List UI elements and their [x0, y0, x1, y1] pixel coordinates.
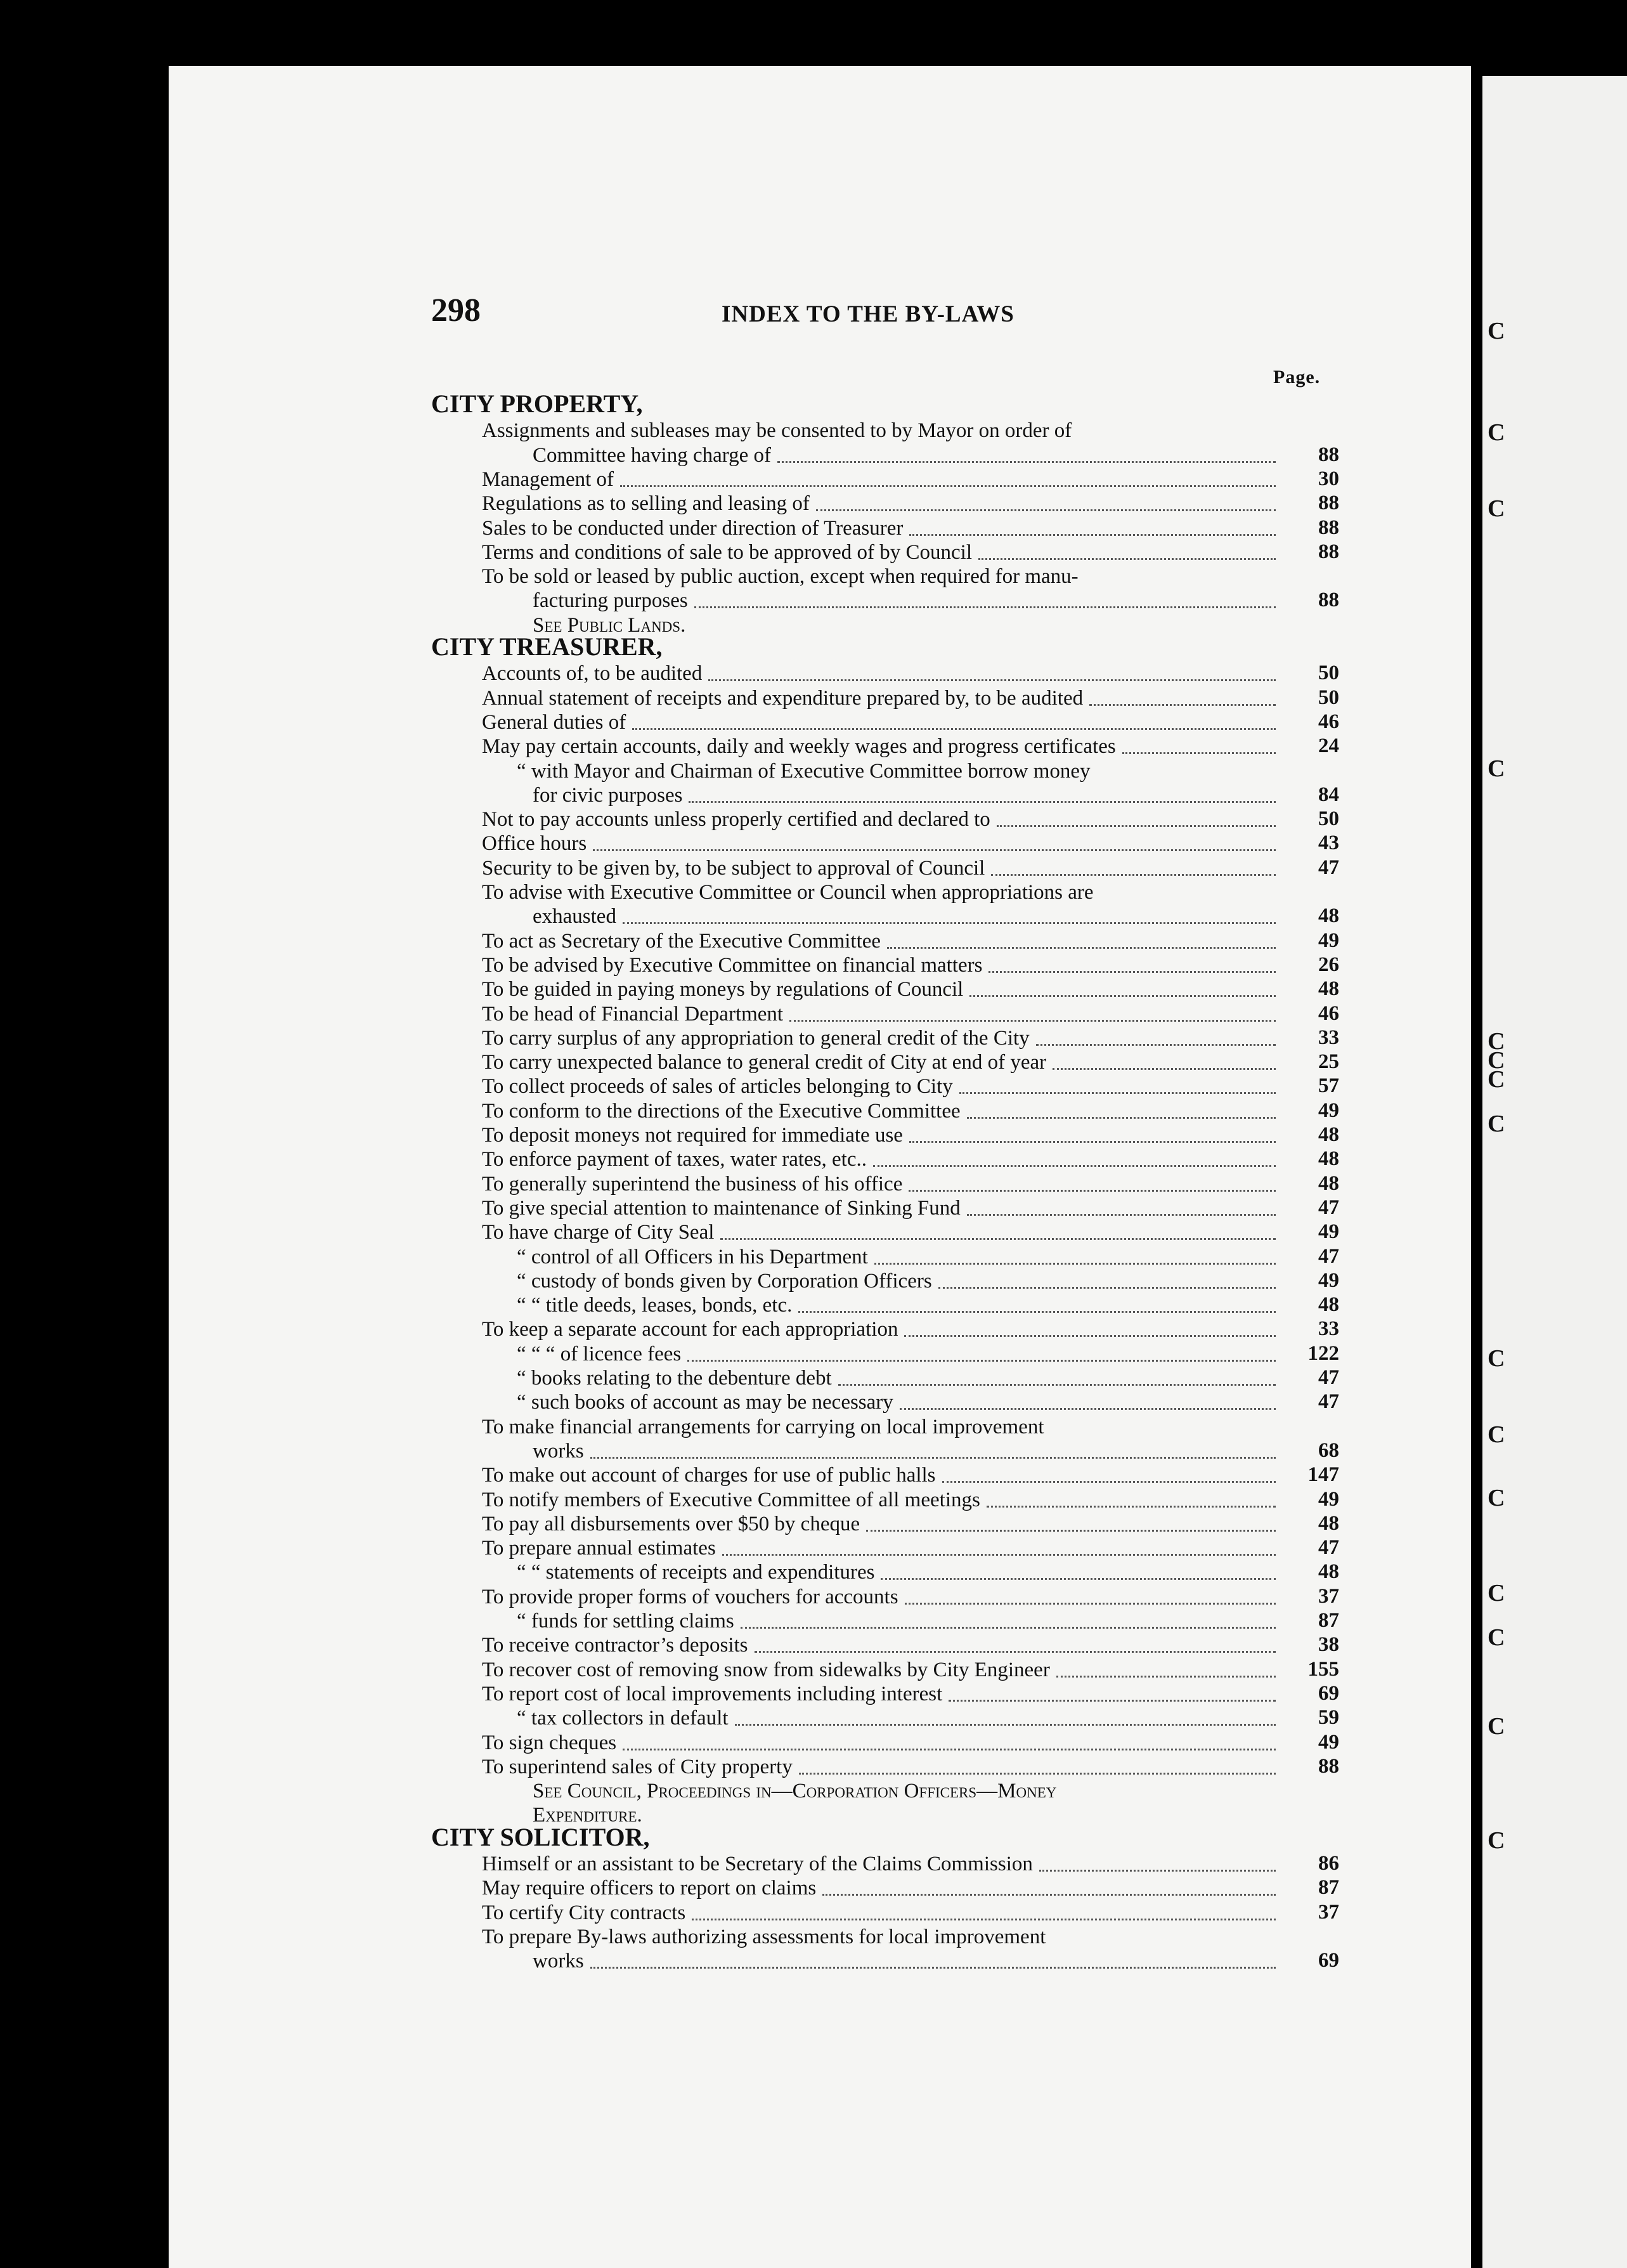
page-number: 298	[431, 292, 481, 329]
index-entry: works	[533, 1439, 584, 1463]
dot-leader	[967, 1214, 1276, 1216]
index-entry: May pay certain accounts, daily and weekly wages and progress certificates	[482, 735, 1116, 759]
index-entry: Annual statement of receipts and expenditure prepared by, to be audited	[482, 686, 1084, 710]
index-entry: To carry surplus of any appropriation to general credit of the City	[482, 1026, 1030, 1050]
dot-leader	[959, 1092, 1276, 1094]
dot-leader	[905, 1603, 1276, 1605]
page-reference: 88	[1318, 589, 1339, 612]
index-entry: works	[533, 1950, 584, 1973]
page-reference: 69	[1318, 1949, 1339, 1972]
index-entry: Assignments and subleases may be consented to by Mayor on order of	[482, 419, 1072, 443]
index-entry: “ custody of bonds given by Corporation Officers	[517, 1269, 932, 1293]
page-reference: 48	[1318, 1293, 1339, 1317]
index-entry: Not to pay accounts unless properly certified and declared to	[482, 808, 990, 831]
page-reference: 88	[1318, 492, 1339, 515]
page-reference: 47	[1318, 1536, 1339, 1560]
page-reference: 147	[1307, 1463, 1339, 1487]
edge-letter: C	[1488, 495, 1505, 522]
index-entry: To be guided in paying moneys by regulations of Council	[482, 978, 964, 1001]
section-heading: CITY SOLICITOR,	[431, 1822, 650, 1851]
page-reference: 69	[1318, 1681, 1339, 1705]
index-entry: To deposit moneys not required for immediate use	[482, 1124, 903, 1147]
page-reference: 59	[1318, 1706, 1339, 1730]
index-entry: To have charge of City Seal	[482, 1221, 715, 1244]
dot-leader	[692, 1919, 1276, 1920]
page-reference: 25	[1318, 1050, 1339, 1074]
index-entry: Security to be given by, to be subject to approval of Council	[482, 856, 985, 880]
page-reference: 33	[1318, 1317, 1339, 1341]
dot-leader	[942, 1481, 1276, 1483]
index-entry: “ books relating to the debenture debt	[517, 1367, 832, 1390]
dot-leader	[722, 1554, 1276, 1556]
index-entry: To superintend sales of City property	[482, 1755, 793, 1778]
dot-leader	[632, 728, 1276, 730]
page-reference: 49	[1318, 1098, 1339, 1122]
page-reference: 49	[1318, 1487, 1339, 1511]
dot-leader	[989, 971, 1276, 973]
index-entry: General duties of	[482, 710, 626, 734]
dot-leader	[987, 1506, 1276, 1508]
index-entry: To prepare By-laws authorizing assessments for local improvement	[482, 1925, 1046, 1948]
index-entry: To notify members of Executive Committee of all meetings	[482, 1488, 980, 1511]
edge-letter: C	[1488, 1485, 1505, 1511]
dot-leader	[873, 1165, 1276, 1167]
dot-leader	[909, 534, 1276, 536]
adjacent-page-edge	[1482, 76, 1627, 2268]
dot-leader	[991, 874, 1276, 876]
edge-letter: C	[1488, 1066, 1505, 1093]
edge-letter: C	[1488, 1827, 1505, 1854]
index-entry: Sales to be conducted under direction of Treasurer	[482, 516, 904, 540]
index-entry: for civic purposes	[533, 783, 683, 807]
index-entry: Office hours	[482, 832, 587, 856]
index-entry: Terms and conditions of sale to be approved of by Council	[482, 540, 973, 564]
dot-leader	[822, 1894, 1276, 1896]
dot-leader	[866, 1530, 1276, 1532]
page-reference: 49	[1318, 1268, 1339, 1292]
see-also-reference: See Public Lands.	[533, 613, 686, 637]
dot-leader	[909, 1141, 1276, 1143]
dot-leader	[623, 1749, 1276, 1750]
dot-leader	[689, 801, 1276, 803]
page-reference: 48	[1318, 977, 1339, 1001]
dot-leader	[1039, 1870, 1276, 1872]
page-reference: 38	[1318, 1633, 1339, 1657]
page-reference: 49	[1318, 1730, 1339, 1754]
index-entry: To be advised by Executive Committee on financial matters	[482, 953, 983, 977]
page-reference: 88	[1318, 516, 1339, 539]
section-heading: CITY PROPERTY,	[431, 389, 643, 418]
index-entry: To report cost of local improvements including interest	[482, 1682, 943, 1705]
index-entry: “ control of all Officers in his Department	[517, 1245, 868, 1268]
page-reference: 50	[1318, 807, 1339, 831]
index-entry: To make financial arrangements for carrying on local improvement	[482, 1415, 1044, 1438]
index-entry: “ “ “ of licence fees	[517, 1342, 682, 1365]
see-also-reference: Expenditure.	[533, 1804, 642, 1827]
dot-leader	[967, 1117, 1276, 1119]
dot-leader	[735, 1724, 1276, 1726]
dot-leader	[1036, 1044, 1276, 1046]
index-entry: To advise with Executive Committee or Council when appropriations are	[482, 881, 1094, 904]
dot-leader	[789, 1020, 1276, 1022]
index-entry: To receive contractor’s deposits	[482, 1634, 748, 1657]
dot-leader	[978, 558, 1276, 560]
dot-leader	[838, 1384, 1276, 1386]
page-reference: 50	[1318, 662, 1339, 685]
dot-leader	[904, 1335, 1276, 1337]
page-reference: 33	[1318, 1026, 1339, 1049]
edge-letter: C	[1488, 755, 1505, 782]
dot-leader	[1122, 752, 1276, 754]
dot-leader	[938, 1287, 1276, 1289]
page-reference: 48	[1318, 1147, 1339, 1171]
index-entry: To enforce payment of taxes, water rates, etc..	[482, 1148, 867, 1171]
page-reference: 155	[1307, 1657, 1339, 1681]
index-entry: To carry unexpected balance to general credit of City at end of year	[482, 1051, 1047, 1074]
page-reference: 30	[1318, 467, 1339, 490]
index-entry: “ “ statements of receipts and expenditures	[517, 1561, 875, 1584]
index-entry: exhausted	[533, 905, 616, 929]
dot-leader	[1053, 1068, 1276, 1070]
page-reference: 47	[1318, 1366, 1339, 1389]
edge-letter: C	[1488, 1111, 1505, 1137]
edge-letter: C	[1488, 1580, 1505, 1606]
dot-leader	[881, 1578, 1276, 1580]
index-entry: To act as Secretary of the Executive Committee	[482, 929, 881, 953]
page-reference: 43	[1318, 831, 1339, 855]
dot-leader	[590, 1967, 1276, 1969]
index-entry: Regulations as to selling and leasing of	[482, 492, 810, 516]
page-reference: 47	[1318, 1196, 1339, 1219]
dot-leader	[816, 509, 1276, 511]
page-reference: 50	[1318, 686, 1339, 709]
index-entry: May require officers to report on claims	[482, 1877, 817, 1900]
index-entry: To recover cost of removing snow from sidewalks by City Engineer	[482, 1658, 1050, 1681]
page-reference: 68	[1318, 1438, 1339, 1462]
index-entry: “ “ title deeds, leases, bonds, etc.	[517, 1294, 793, 1317]
page-reference: 37	[1318, 1584, 1339, 1608]
index-entry: “ funds for settling claims	[517, 1610, 734, 1633]
edge-letter: C	[1488, 1028, 1505, 1055]
dot-leader	[623, 922, 1276, 924]
index-entry: To prepare annual estimates	[482, 1537, 716, 1560]
page-column-label: Page.	[1273, 367, 1321, 388]
page-reference: 47	[1318, 856, 1339, 879]
page-reference: 26	[1318, 953, 1339, 976]
dot-leader	[997, 825, 1276, 827]
dot-leader	[590, 1457, 1276, 1459]
page-reference: 57	[1318, 1074, 1339, 1098]
page-reference: 49	[1318, 1220, 1339, 1244]
index-entry: To sign cheques	[482, 1731, 617, 1754]
dot-leader	[909, 1190, 1276, 1192]
dot-leader	[874, 1263, 1276, 1265]
index-entry: To be head of Financial Department	[482, 1002, 784, 1026]
index-entry: facturing purposes	[533, 589, 688, 613]
dot-leader	[720, 1238, 1276, 1240]
page-reference: 37	[1318, 1900, 1339, 1924]
index-entry: Management of	[482, 467, 614, 491]
edge-letter: C	[1488, 318, 1505, 344]
page-reference: 48	[1318, 1560, 1339, 1584]
page-reference: 88	[1318, 1754, 1339, 1778]
index-entry: To collect proceeds of sales of articles belonging to City	[482, 1075, 953, 1098]
page-reference: 48	[1318, 1171, 1339, 1195]
dot-leader	[969, 995, 1276, 997]
section-heading: CITY TREASURER,	[431, 632, 663, 661]
page-reference: 47	[1318, 1244, 1339, 1268]
edge-letter: C	[1488, 1047, 1505, 1074]
index-entry: To provide proper forms of vouchers for accounts	[482, 1585, 898, 1608]
running-head: INDEX TO THE BY-LAWS	[722, 301, 1014, 327]
page-reference: 88	[1318, 540, 1339, 563]
page-reference: 49	[1318, 929, 1339, 952]
page-reference: 46	[1318, 1001, 1339, 1025]
page-reference: 87	[1318, 1876, 1339, 1900]
dot-leader	[799, 1773, 1276, 1775]
index-entry: To give special attention to maintenance of Sinking Fund	[482, 1196, 961, 1220]
index-entry: To be sold or leased by public auction, except when required for manu-	[482, 565, 1079, 589]
page-reference: 24	[1318, 734, 1339, 758]
page-reference: 122	[1307, 1341, 1339, 1365]
edge-letter: C	[1488, 1345, 1505, 1372]
index-entry: “ such books of account as may be necessary	[517, 1391, 893, 1414]
dot-leader	[1089, 704, 1276, 706]
index-entry: To make out account of charges for use of public halls	[482, 1464, 936, 1487]
dot-leader	[1056, 1676, 1276, 1678]
edge-letter: C	[1488, 419, 1505, 446]
index-entry: “ tax collectors in default	[517, 1707, 729, 1730]
dot-leader	[593, 849, 1276, 851]
page-reference: 84	[1318, 783, 1339, 806]
dot-leader	[755, 1651, 1276, 1653]
page-reference: 48	[1318, 1511, 1339, 1535]
dot-leader	[694, 606, 1276, 608]
page-reference: 46	[1318, 710, 1339, 733]
page-reference: 88	[1318, 443, 1339, 466]
page-reference: 87	[1318, 1609, 1339, 1632]
edge-letter: C	[1488, 1421, 1505, 1448]
index-entry: To generally superintend the business of his office	[482, 1172, 903, 1196]
dot-leader	[620, 485, 1276, 487]
index-entry: Accounts of, to be audited	[482, 662, 703, 686]
page-reference: 86	[1318, 1852, 1339, 1875]
index-entry: Committee having charge of	[533, 443, 772, 467]
index-entry: To certify City contracts	[482, 1901, 686, 1924]
see-also-reference: See Council, Proceedings in—Corporation Officers—Money	[533, 1780, 1057, 1803]
dot-leader	[949, 1700, 1276, 1702]
page-reference: 48	[1318, 904, 1339, 928]
index-entry: To keep a separate account for each appropriation	[482, 1318, 898, 1341]
index-entry: To conform to the directions of the Executive Committee	[482, 1099, 961, 1123]
dot-leader	[798, 1311, 1276, 1313]
index-entry: “ with Mayor and Chairman of Executive Committee borrow money	[517, 759, 1091, 783]
dot-leader	[708, 679, 1276, 681]
index-entry: To pay all disbursements over $50 by cheque	[482, 1512, 860, 1535]
dot-leader	[900, 1408, 1276, 1410]
dot-leader	[741, 1627, 1276, 1629]
dot-leader	[887, 947, 1276, 949]
dot-leader	[777, 461, 1276, 463]
page-reference: 47	[1318, 1390, 1339, 1414]
edge-letter: C	[1488, 1713, 1505, 1740]
index-entry: Himself or an assistant to be Secretary of the Claims Commission	[482, 1853, 1033, 1875]
page-reference: 48	[1318, 1123, 1339, 1146]
edge-letter: C	[1488, 1624, 1505, 1651]
dot-leader	[687, 1360, 1276, 1362]
